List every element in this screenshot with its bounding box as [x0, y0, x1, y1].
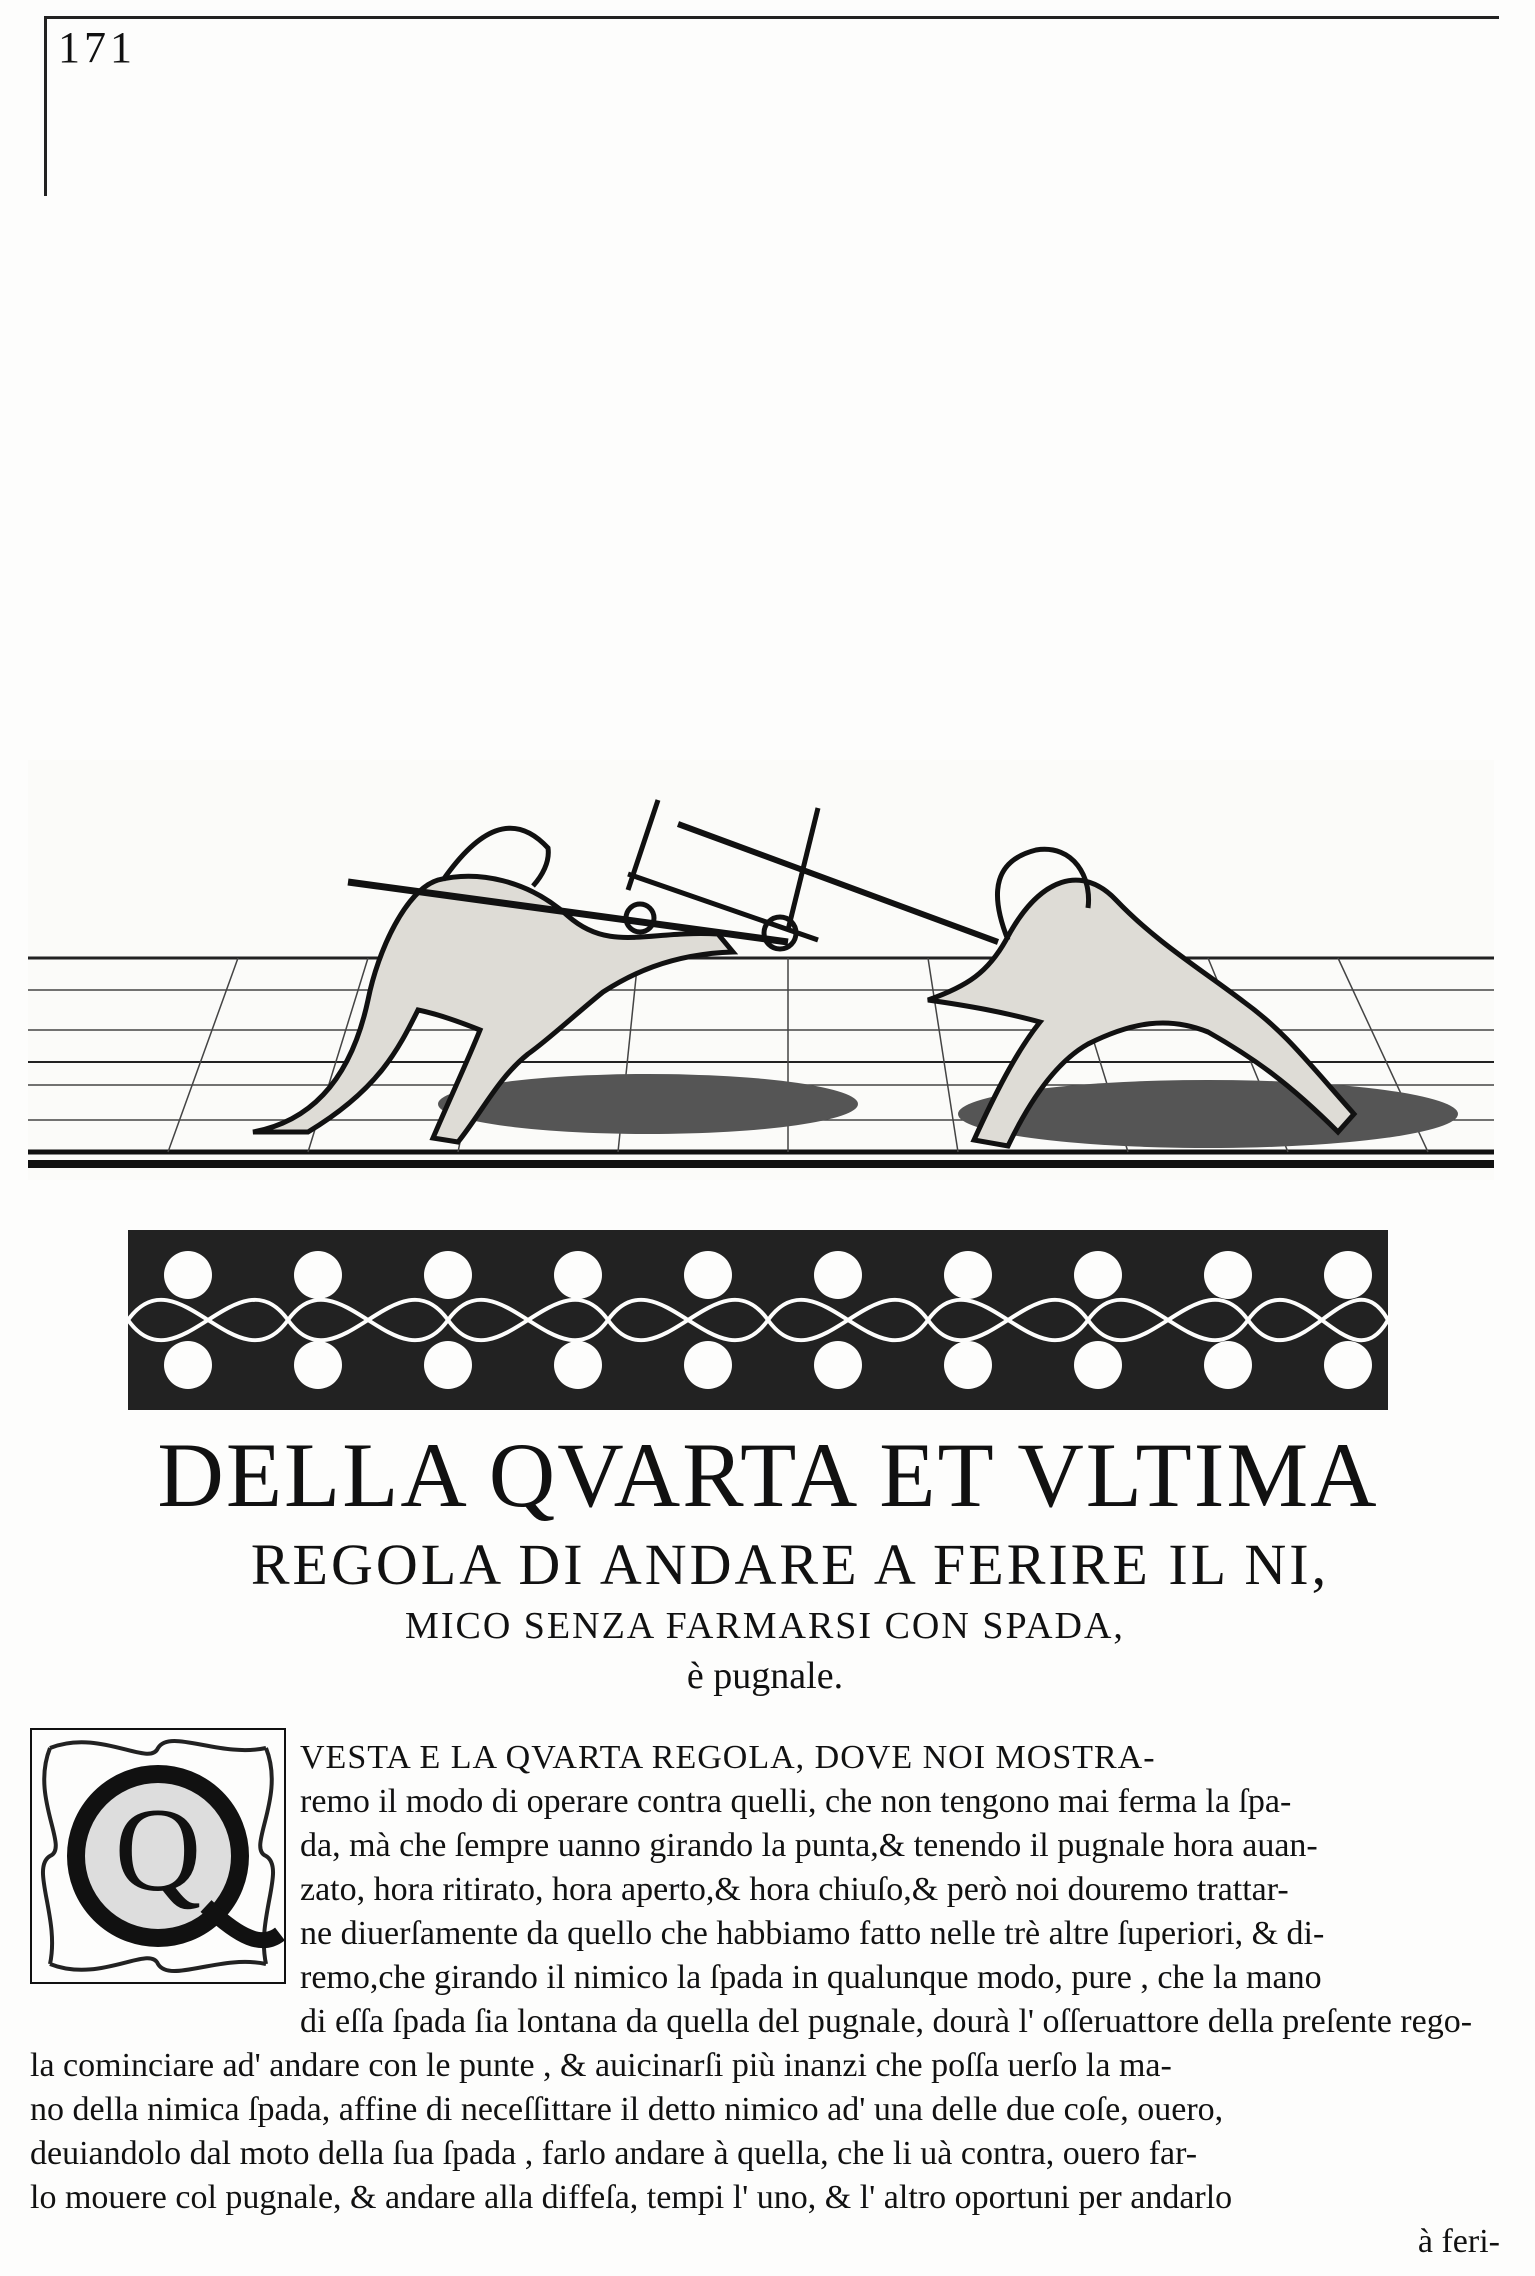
chapter-title: DELLA QVARTA ET VLTIMA — [157, 1424, 1379, 1526]
body-line: remo,che girando il nimico la ſpada in qualunque modo, pure , che la mano — [300, 1959, 1322, 1996]
drop-cap-letter: Q — [114, 1783, 202, 1916]
body-line: deuiandolo dal moto della ſua ſpada , farlo andare à quella, che li uà contra, ouero far- — [30, 2135, 1198, 2172]
body-line: VESTA E LA QVARTA REGOLA, DOVE NOI MOSTRA- — [300, 1739, 1156, 1776]
chapter-subtitle-line: è pugnale. — [686, 1655, 844, 1697]
body-line: remo il modo di operare contra quelli, che non tengono mai ferma la ſpa- — [300, 1783, 1292, 1820]
chapter-subtitle-line: REGOLA DI ANDARE A FERIRE IL NI, — [250, 1532, 1330, 1597]
body-line: da, mà che ſempre uanno girando la punta,& tenendo il pugnale hora auan- — [300, 1827, 1318, 1864]
page-border-top — [44, 16, 1499, 23]
body-line: la cominciare ad' andare con le punte , & auicinarſi più inanzi che poſſa uerſo la ma- — [30, 2047, 1172, 2084]
page-number: 171 — [58, 23, 136, 72]
ornamental-band — [128, 1230, 1388, 1410]
catchword: à feri- — [1417, 2223, 1500, 2260]
page-border-left — [44, 16, 47, 196]
fencing-engraving — [28, 760, 1494, 1180]
body-line: di eſſa ſpada ſia lontana da quella del pugnale, dourà l' oſſeruattore della preſente rego- — [300, 2003, 1473, 2040]
body-line: lo mouere col pugnale, & andare alla diffeſa, tempi l' uno, & l' altro oportuni per andarlo — [30, 2179, 1233, 2216]
chapter-subtitle-line: MICO SENZA FARMARSI CON SPADA, — [405, 1605, 1125, 1647]
body-line: zato, hora ritirato, hora aperto,& hora chiuſo,& però noi douremo trattar- — [300, 1871, 1289, 1908]
decorated-initial — [30, 1728, 286, 1984]
body-line: ne diuerſamente da quello che habbiamo fatto nelle trè altre ſuperiori, & di- — [300, 1915, 1325, 1952]
body-line: no della nimica ſpada, affine di neceſſittare il detto nimico ad' una delle due coſe, ouero, — [30, 2091, 1224, 2128]
